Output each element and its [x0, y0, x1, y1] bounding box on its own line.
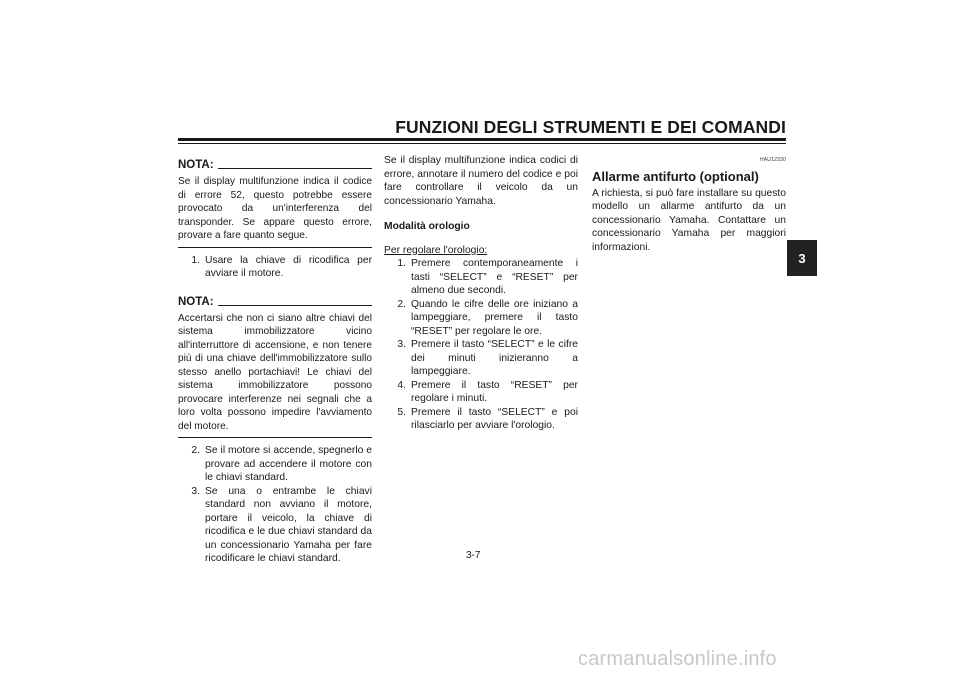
step-number: 2. — [397, 298, 406, 310]
note-label: NOTA: — [178, 159, 214, 171]
step-item — [178, 254, 372, 281]
note-rule — [218, 168, 372, 169]
step-item — [384, 338, 578, 379]
step-text: Premere il tasto “RESET” per regolare i minuti. — [411, 379, 578, 404]
right-column — [592, 154, 786, 254]
step-number: 3. — [397, 339, 406, 350]
section-title: Modalità orologio — [384, 221, 470, 232]
subsection-title: Per regolare l'orologio: — [384, 244, 488, 256]
page-title: FUNZIONI DEGLI STRUMENTI E DEI COMANDI — [395, 117, 786, 137]
note-end-rule — [178, 247, 372, 248]
note-heading — [178, 295, 372, 309]
note-text: Se il display multifunzione indica il codice di errore 52, questo potrebbe essere provocato da un'interferenza del transponder. Se appare questo errore, provare a fare quanto segue. — [178, 176, 372, 241]
section-title: Allarme antifurto (optional) — [592, 168, 759, 184]
step-text: Se il motore si accende, spegnerlo e provare ad accendere il motore con le chiavi standard. — [205, 445, 372, 483]
step-number: 3. — [191, 485, 200, 497]
step-number: 5. — [397, 406, 406, 418]
header-rule — [178, 138, 786, 141]
alarm-paragraph: A richiesta, si può fare installare su questo modello un allarme antifurto da un concessionario Yamaha. Contattare un concessionario Yamaha per maggiori informazioni. — [592, 187, 786, 253]
step-text: Premere contemporaneamente i tasti “SELECT” e “RESET” per almeno due secondi. — [411, 258, 578, 296]
header-rule-thin — [178, 143, 786, 144]
step-item — [384, 257, 578, 298]
step-text: Usare la chiave di ricodifica per avviare il motore. — [205, 254, 372, 279]
middle-column — [384, 154, 578, 433]
step-item — [178, 485, 372, 566]
left-column — [178, 158, 372, 566]
note-rule — [218, 305, 372, 306]
chapter-tab: 3 — [787, 240, 817, 276]
note-heading — [178, 158, 372, 172]
page-number: 3-7 — [466, 550, 481, 561]
step-text: Quando le cifre delle ore iniziano a lampeggiare, premere il tasto “RESET” per regolare le ore. — [411, 298, 578, 337]
note-label: NOTA: — [178, 295, 214, 308]
note-end-rule — [178, 437, 372, 438]
step-item — [178, 444, 372, 485]
reference-code: HAU12330 — [759, 157, 786, 163]
step-text: Se una o entrambe le chiavi standard non avviano il motore, portare il veicolo, la chiave di ricodifica e le due chiavi standard da un concessionario Yamaha per fare ricodificare le chiavi standard. — [205, 485, 372, 564]
step-number: 2. — [191, 445, 200, 456]
step-text: Premere il tasto “SELECT” e le cifre dei minuti inizieranno a lampeggiare. — [411, 339, 578, 377]
step-text: Premere il tasto “SELECT” e poi rilasciarlo per avviare l'orologio. — [411, 406, 578, 431]
note-text: Accertarsi che non ci siano altre chiavi del sistema immobilizzatore vicino all'interruttore di accensione, e non tenere più di una chiave dell'immobilizzatore sullo stesso anello portachiavi! Le chiavi del sistema immobilizzatore possono provocare interferenze nei segnali che a loro volta possono impedire l'avviamento del motore. — [178, 312, 372, 432]
intro-paragraph: Se il display multifunzione indica codici di errore, annotare il numero del codice e poi fare controllare il veicolo da un concessionario Yamaha. — [384, 155, 578, 207]
step-item — [384, 406, 578, 433]
step-number: 1. — [191, 254, 200, 266]
step-number: 4. — [397, 379, 406, 391]
watermark: carmanualsonline.info — [578, 648, 777, 670]
step-item — [384, 298, 578, 339]
step-item — [384, 379, 578, 406]
step-number: 1. — [397, 258, 406, 269]
